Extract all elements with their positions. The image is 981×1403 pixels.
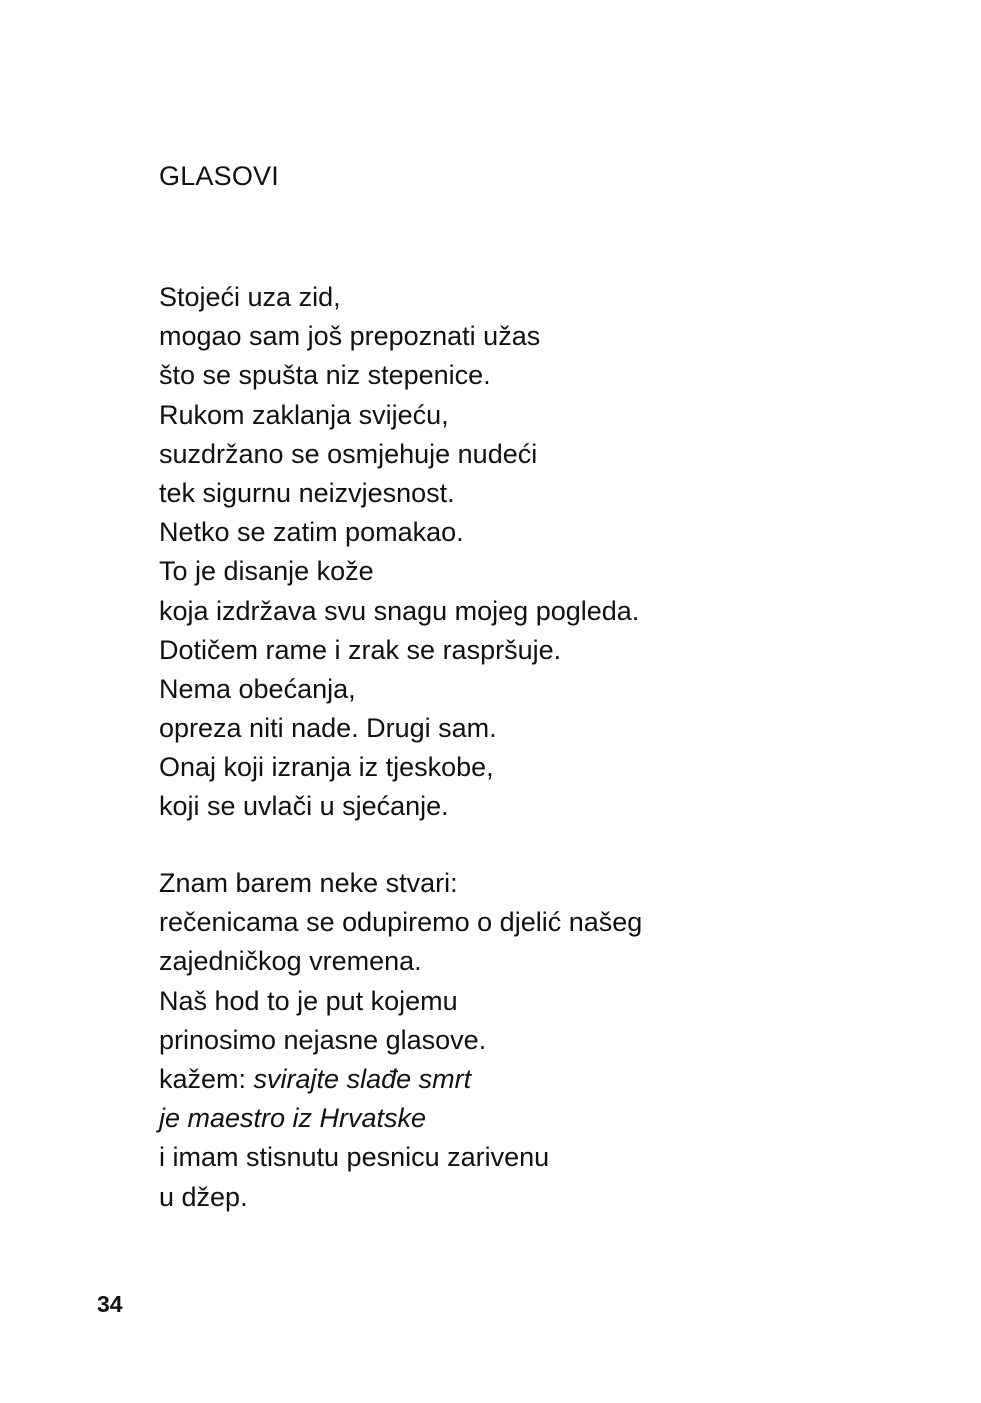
stanza-1 (159, 278, 639, 827)
poem-line-italic-text: je maestro iz Hrvatske (159, 1103, 427, 1134)
poem-line: opreza niti nade. Drugi sam. (159, 713, 497, 744)
poem-line: koja izdržava svu snagu mojeg pogleda. (159, 595, 640, 626)
poem-line: u džep. (159, 1181, 248, 1212)
poem-line: mogao sam još prepoznati užas (159, 321, 541, 352)
poem-line-italic: svirajte slađe smrt (253, 1063, 472, 1094)
poem-line: Nema obećanja, (159, 673, 356, 704)
poem-title: GLASOVI (159, 161, 279, 191)
page-number: 34 (97, 1291, 123, 1317)
poem-line: Rukom zaklanja svijeću, (159, 399, 449, 430)
poem-line: tek sigurnu neizvjesnost. (159, 477, 455, 508)
poem-line: Netko se zatim pomakao. (159, 517, 464, 548)
stanza-2 (159, 864, 642, 1217)
poem-line: zajedničkog vremena. (159, 946, 422, 977)
poem-line-italic (159, 1099, 642, 1138)
poem-line: suzdržano se osmjehuje nudeći (159, 438, 538, 469)
poem-line: Dotičem rame i zrak se raspršuje. (159, 634, 562, 665)
poem-line: rečenicama se odupiremo o djelić našeg (159, 907, 643, 938)
poem-line: i imam stisnutu pesnicu zarivenu (159, 1142, 550, 1173)
poem-line: Stojeći uza zid, (159, 282, 341, 312)
poem-line: što se spušta niz stepenice. (159, 360, 491, 391)
poem-line: koji se uvlači u sjećanje. (159, 791, 449, 822)
poem-line-mixed (159, 1060, 642, 1099)
poem-line: prinosimo nejasne glasove. (159, 1024, 487, 1055)
poem-line: To je disanje kože (159, 556, 374, 587)
poem-line-lead: kažem: (159, 1063, 247, 1094)
poem-line: Onaj koji izranja iz tjeskobe, (159, 752, 494, 783)
poem-line: Znam barem neke stvari: (159, 868, 458, 898)
poem-line: Naš hod to je put kojemu (159, 985, 458, 1016)
